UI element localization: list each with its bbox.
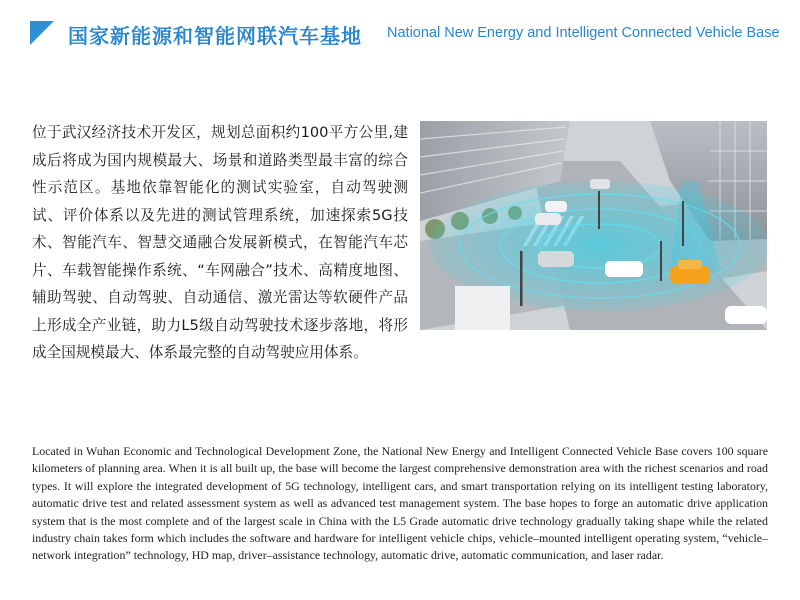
description-en: Located in Wuhan Economic and Technological Development Zone, the National New Energy and Intelligent Connected Vehicle Base covers 100 square kilometers of planning area. When it is all built up, the base will become the largest comprehensive demonstration area with the richest scenarios and road types. It will explore the integrated development of 5G technology, intelligent cars, and smart transportation relying on its intelligent testing laboratory, automatic drive test and related assessment system as well as advanced test management system. The base hopes to forge an automatic drive application system that is the most complete and of the largest scale in China with the L5 Grade automatic drive technology gradually taking shape while the related industry chain takes form which includes the software and hardware for intelligent vehicle chips, vehicle–mounted intelligent operating system, “vehicle–network integration” technology, HD map, driver–assistance technology, automatic drive, automatic communication, and laser radar. [32, 444, 768, 563]
header-triangle-icon [30, 21, 54, 45]
autonomous-driving-intersection-image [420, 121, 767, 330]
page-title-en: National New Energy and Intelligent Connected Vehicle Base [387, 25, 780, 41]
description-cn: 位于武汉经济技术开发区，规划总面积约100平方公里,建成后将成为国内规模最大、场景和道路类型最丰富的综合性示范区。基地依靠智能化的测试实验室，自动驾驶测试、评价体系以及先进的测试管理系统，加速探索5G技术、智能汽车、智慧交通融合发展新模式，在智能汽车芯片、车载智能操作系统、“车网融合”技术、高精度地图、辅助驾驶、自动驾驶、自动通信、激光雷达等软硬件产品上形成全产业链，助力L5级自动驾驶技术逐步落地，将形成全国规模最大、体系最完整的自动驾驶应用体系。 [32, 124, 408, 361]
page-title-cn: 国家新能源和智能网联汽车基地 [68, 24, 362, 48]
